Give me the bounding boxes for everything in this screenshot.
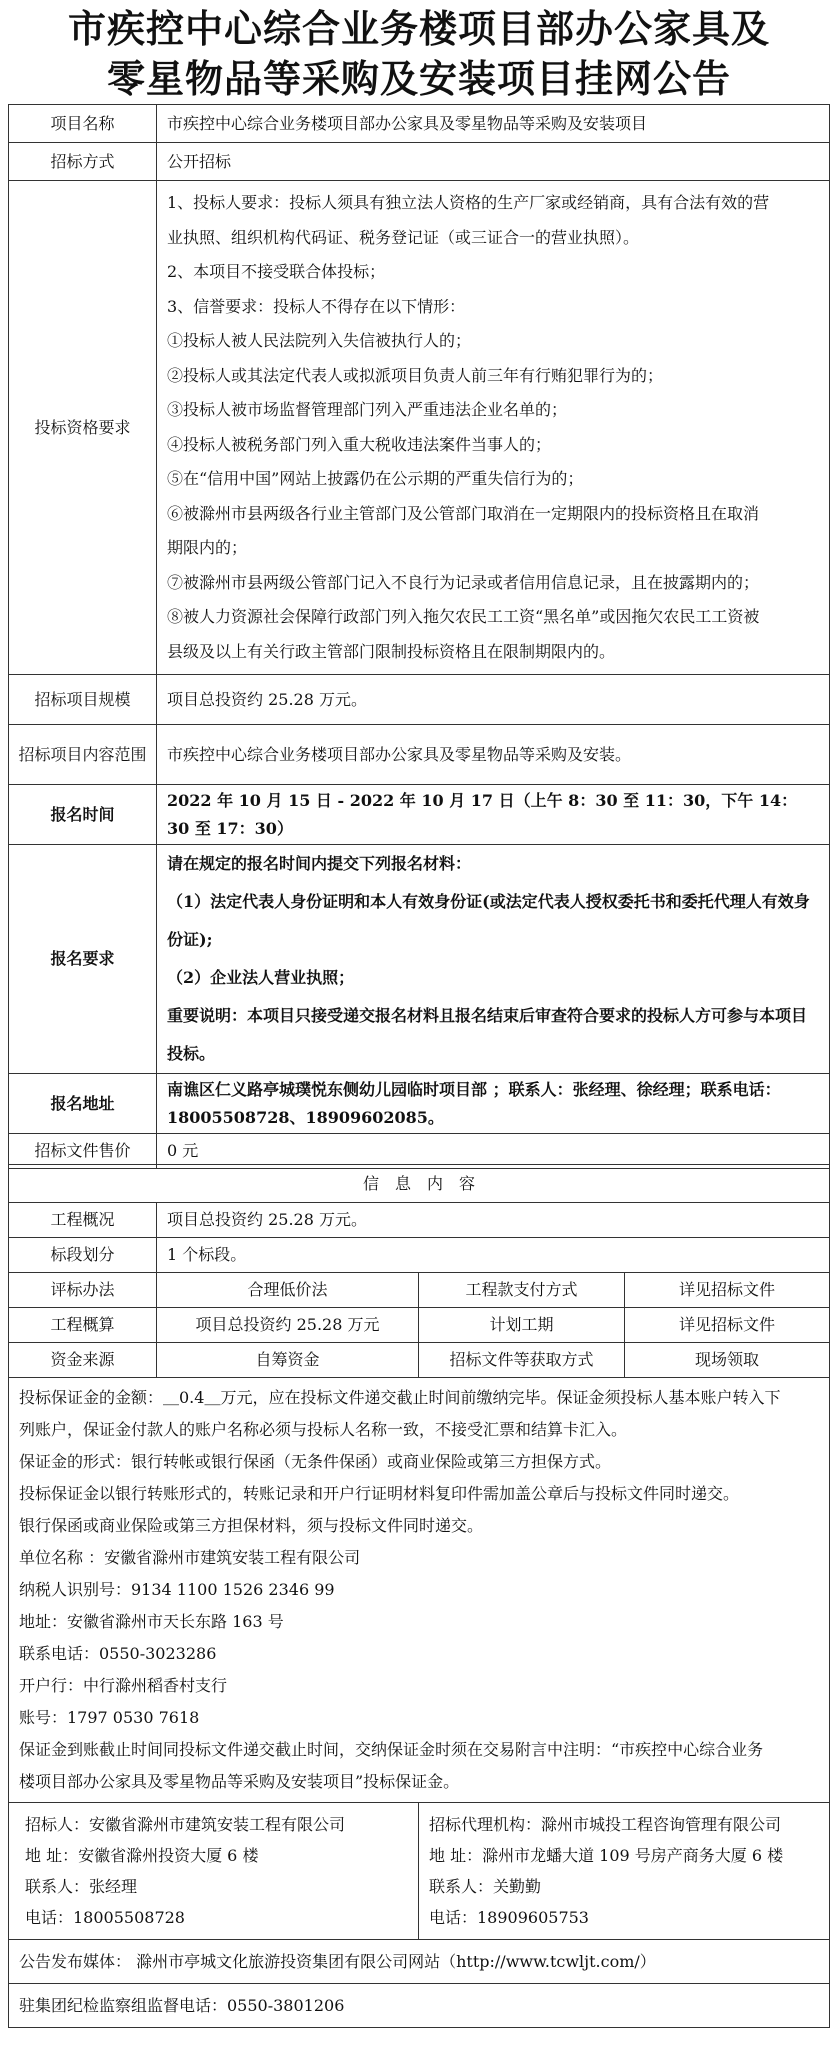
qualification-line: ⑦被滁州市县两级公管部门记入不良行为记录或者信用信息记录，且在披露期内的； <box>167 572 760 592</box>
guarantee-line: 投标保证金以银行转账形式的，转账记录和开户行证明材料复印件需加盖公章后与投标文件同时递交。 <box>19 1484 740 1503</box>
reg-req-line: 请在规定的报名时间内提交下列报名材料： <box>167 854 472 873</box>
reg-time-value: 2022 年 10 月 15 日 - 2022 年 10 月 17 日（上午 8：30 至 11：30，下午 14：30 至 17：30） <box>157 785 830 845</box>
payment-value: 详见招标文件 <box>625 1273 830 1308</box>
supervision-phone: 驻集团纪检监察组监督电话：0550-3801206 <box>9 1984 830 2028</box>
guarantee-line: 单位名称 ：安徽省滁州市建筑安装工程有限公司 <box>19 1548 361 1567</box>
title-line-2: 零星物品等采购及安装项目挂网公告 <box>106 56 731 101</box>
doc-price-value: 0 元 <box>157 1134 830 1169</box>
reg-time-label: 报名时间 <box>9 785 157 845</box>
fund-label: 资金来源 <box>9 1343 157 1378</box>
reg-req-line: （2）企业法人营业执照； <box>167 968 355 987</box>
media-cell <box>9 1940 830 1984</box>
scope-value: 市疾控中心综合业务楼项目部办公家具及零星物品等采购及安装。 <box>157 725 830 785</box>
doc-obtain-value: 现场领取 <box>625 1343 830 1378</box>
tender-info-table <box>8 104 830 1169</box>
tenderer-line: 联系人：张经理 <box>25 1877 138 1896</box>
qualification-line: ③投标人被市场监督管理部门列入严重违法企业名单的； <box>167 400 568 419</box>
row-project-name <box>9 105 830 143</box>
tenderer-line: 地 址：安徽省滁州投资大厦 6 楼 <box>25 1846 259 1865</box>
agent-line: 电话：18909605753 <box>429 1908 589 1927</box>
overview-value: 项目总投资约 25.28 万元。 <box>157 1203 830 1238</box>
qualification-line: ②投标人或其法定代表人或拟派项目负责人前三年有行贿犯罪行为的； <box>167 365 664 385</box>
guarantee-line: 联系电话：0550-3023286 <box>19 1644 217 1663</box>
row-section <box>9 1238 830 1273</box>
guarantee-line: 账号：1797 0530 7618 <box>19 1708 200 1727</box>
row-scope <box>9 725 830 785</box>
qualification-line: ①投标人被人民法院列入失信被执行人的； <box>167 331 472 350</box>
budget-label: 工程概算 <box>9 1308 157 1343</box>
scale-value: 项目总投资约 25.28 万元。 <box>157 675 830 725</box>
doc-obtain-label: 招标文件等获取方式 <box>419 1343 625 1378</box>
tenderer-block <box>9 1803 419 1940</box>
row-budget <box>9 1308 830 1343</box>
row-media <box>9 1940 830 1984</box>
guarantee-line: 保证金到账截止时间同投标文件递交截止时间，交纳保证金时须在交易附言中注明：“市疾控中心综合业务 <box>19 1740 764 1759</box>
payment-label: 工程款支付方式 <box>419 1273 625 1308</box>
row-scale <box>9 675 830 725</box>
tenderer-line: 电话：18005508728 <box>25 1908 185 1927</box>
qualification-line: 3、信誉要求：投标人不得存在以下情形： <box>167 296 466 316</box>
qualification-line: ⑤在“信用中国”网站上披露仍在公示期的严重失信行为的； <box>167 469 584 488</box>
reg-req-label: 报名要求 <box>9 845 157 1074</box>
qualification-line: ⑧被人力资源社会保障行政部门列入拖欠农民工工资“黑名单”或因拖欠农民工工资被 <box>167 607 760 626</box>
fund-value: 自筹资金 <box>157 1343 419 1378</box>
schedule-label: 计划工期 <box>419 1308 625 1343</box>
row-qualification <box>9 181 830 675</box>
row-supervision <box>9 1984 830 2028</box>
qualification-line: ④投标人被税务部门列入重大税收违法案件当事人的； <box>167 434 552 454</box>
media-label: 公告发布媒体： <box>19 1951 132 1971</box>
info-header: 信 息 内 容 <box>9 1165 830 1203</box>
section-value: 1 个标段。 <box>157 1238 830 1273</box>
tenderer-line: 招标人：安徽省滁州市建筑安装工程有限公司 <box>25 1815 346 1834</box>
guarantee-line: 开户行：中行滁州稻香村支行 <box>19 1676 228 1695</box>
row-reg-time <box>9 785 830 845</box>
row-reg-req <box>9 845 830 1074</box>
row-guarantee <box>9 1378 830 1803</box>
qualification-label: 投标资格要求 <box>9 181 157 675</box>
budget-value: 项目总投资约 25.28 万元 <box>157 1308 419 1343</box>
qualification-line: 期限内的； <box>167 538 248 557</box>
row-eval <box>9 1273 830 1308</box>
guarantee-line: 地址：安徽省滁州市天长东路 163 号 <box>19 1612 284 1631</box>
guarantee-line: 银行保函或商业保险或第三方担保材料，须与投标文件同时递交。 <box>19 1516 484 1535</box>
qualification-list <box>157 181 830 675</box>
reg-addr-value: 南谯区仁义路亭城璞悦东侧幼儿园临时项目部 ；联系人：张经理、徐经理；联系电话：18005508728、18909602085。 <box>157 1074 830 1134</box>
title-line-1: 市疾控中心综合业务楼项目部办公家具及 <box>67 6 770 51</box>
eval-label: 评标办法 <box>9 1273 157 1308</box>
reg-req-line: （1）法定代表人身份证明和本人有效身份证(或法定代表人授权委托书和委托代理人有效身份证); <box>167 892 810 949</box>
reg-req-line: 重要说明：本项目只接受递交报名材料且报名结束后审查符合要求的投标人方可参与本项目投标。 <box>167 1006 808 1063</box>
qualification-line: ⑥被滁州市县两级各行业主管部门及公管部门取消在一定期限内的投标资格且在取消 <box>167 503 760 523</box>
reg-req-list <box>157 845 830 1074</box>
reg-addr-label: 报名地址 <box>9 1074 157 1134</box>
agent-line: 地 址：滁州市龙蟠大道 109 号房产商务大厦 6 楼 <box>429 1846 784 1865</box>
qualification-line: 2、本项目不接受联合体投标； <box>167 262 386 281</box>
info-header-row <box>9 1165 830 1203</box>
doc-price-label: 招标文件售价 <box>9 1134 157 1169</box>
guarantee-line: 投标保证金的金额：＿0.4＿万元，应在投标文件递交截止时间前缴纳完毕。保证金须投标人基本账户转入下 <box>19 1388 781 1407</box>
row-fund <box>9 1343 830 1378</box>
agent-line: 联系人：关勤勤 <box>429 1877 542 1896</box>
bid-method-label: 招标方式 <box>9 143 157 181</box>
row-overview <box>9 1203 830 1238</box>
media-value[interactable]: 滁州市亭城文化旅游投资集团有限公司网站（http://www.tcwljt.com/） <box>136 1951 656 1971</box>
project-name-value: 市疾控中心综合业务楼项目部办公家具及零星物品等采购及安装项目 <box>157 105 830 143</box>
agent-line: 招标代理机构：滁州市城投工程咨询管理有限公司 <box>429 1815 782 1834</box>
eval-value: 合理低价法 <box>157 1273 419 1308</box>
row-reg-addr <box>9 1074 830 1134</box>
qualification-line: 1、投标人要求：投标人须具有独立法人资格的生产厂家或经销商，具有合法有效的营 <box>167 193 770 212</box>
overview-label: 工程概况 <box>9 1203 157 1238</box>
notice-title <box>0 0 838 104</box>
scope-label: 招标项目内容范围 <box>9 725 157 785</box>
project-name-label: 项目名称 <box>9 105 157 143</box>
scale-label: 招标项目规模 <box>9 675 157 725</box>
guarantee-line: 楼项目部办公家具及零星物品等采购及安装项目”投标保证金。 <box>19 1772 460 1791</box>
guarantee-line: 保证金的形式：银行转帐或银行保函（无条件保函）或商业保险或第三方担保方式。 <box>19 1452 612 1471</box>
row-contacts <box>9 1803 830 1940</box>
row-bid-method <box>9 143 830 181</box>
guarantee-line: 列账户，保证金付款人的账户名称必须与投标人名称一致，不接受汇票和结算卡汇入。 <box>19 1420 628 1439</box>
qualification-line: 县级及以上有关行政主管部门限制投标资格且在限制期限内的。 <box>167 641 616 661</box>
agent-block <box>419 1803 830 1940</box>
guarantee-block <box>9 1378 830 1803</box>
info-content-table <box>8 1164 830 2028</box>
section-label: 标段划分 <box>9 1238 157 1273</box>
schedule-value: 详见招标文件 <box>625 1308 830 1343</box>
bid-method-value: 公开招标 <box>157 143 830 181</box>
guarantee-line: 纳税人识别号：9134 1100 1526 2346 99 <box>19 1580 335 1599</box>
qualification-line: 业执照、组织机构代码证、税务登记证（或三证合一的营业执照）。 <box>167 227 640 247</box>
